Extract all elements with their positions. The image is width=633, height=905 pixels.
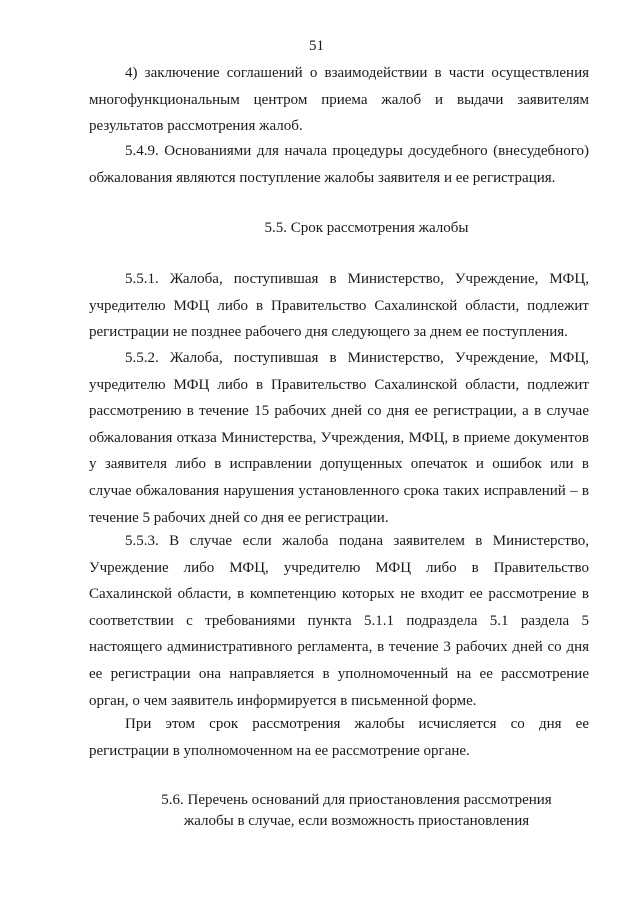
section-heading-5-6	[40, 790, 633, 832]
text-line: регистрации в уполномоченном на ее рассмотрение органе.	[89, 742, 470, 759]
text-line: ее регистрации она направляется в уполномоченный на ее рассмотрение	[89, 665, 589, 682]
text-line: Сахалинской области, в компетенцию которых не входит ее рассмотрение в	[89, 586, 589, 603]
text-line: соответствии с требованиями пункта 5.1.1 подраздела 5.1 раздела 5	[89, 612, 589, 629]
text-line: настоящего административного регламента, в течение 3 рабочих дней со дня	[89, 639, 589, 656]
text-line: Учреждение либо МФЦ, учредителю МФЦ либо в Правительство	[89, 559, 589, 576]
text-line: учредителю МФЦ либо в Правительство Сахалинской области, подлежит	[89, 297, 589, 314]
text-line: случае обжалования нарушения установленного срока таких исправлений – в	[89, 482, 589, 499]
text-line: у заявителя либо в исправлении допущенных опечаток и ошибок или в	[89, 456, 589, 473]
paragraph-5-5-1	[89, 266, 589, 346]
paragraph-period-note	[89, 711, 589, 764]
text-line: течение 5 рабочих дней со дня ее регистрации.	[89, 509, 389, 526]
text-line: рассмотрению в течение 15 рабочих дней со дня ее регистрации, а в случае	[89, 403, 589, 420]
text-line: 5.5.3. В случае если жалоба подана заявителем в Министерство,	[125, 533, 589, 549]
heading-line: жалобы в случае, если возможность приостановления	[183, 813, 530, 829]
text-line: многофункциональным центром приема жалоб и выдачи заявителям	[89, 91, 589, 108]
text-line: обжалования являются поступление жалобы заявителя и ее регистрация.	[89, 169, 556, 186]
text-line: результатов рассмотрения жалоб.	[89, 118, 303, 135]
text-line: обжалования отказа Министерства, Учреждения, МФЦ, в приеме документов	[89, 429, 589, 446]
text-line: 5.4.9. Основаниями для начала процедуры досудебного (внесудебного)	[125, 143, 589, 159]
paragraph-5-5-3	[89, 528, 589, 714]
text-line: 5.5.1. Жалоба, поступившая в Министерство, Учреждение, МФЦ,	[125, 271, 589, 287]
text-line: При этом срок рассмотрения жалобы исчисляется со дня ее	[125, 716, 589, 732]
heading-line: 5.5. Срок рассмотрения жалобы	[264, 220, 469, 236]
text-line: орган, о чем заявитель информируется в письменной форме.	[89, 692, 477, 709]
page-number: 51	[309, 38, 324, 54]
text-line: регистрации не позднее рабочего дня следующего за днем ее поступления.	[89, 324, 568, 341]
heading-line: 5.6. Перечень оснований для приостановления рассмотрения	[161, 792, 552, 808]
text-line: учредителю МФЦ либо в Правительство Сахалинской области, подлежит	[89, 376, 589, 393]
paragraph-item-4	[89, 60, 589, 140]
paragraph-5-4-9	[89, 138, 589, 191]
paragraph-5-5-2	[89, 345, 589, 531]
text-line: 4) заключение соглашений о взаимодействии в части осуществления	[125, 65, 589, 81]
section-heading-5-5	[50, 218, 633, 239]
text-line: 5.5.2. Жалоба, поступившая в Министерство, Учреждение, МФЦ,	[125, 350, 589, 366]
